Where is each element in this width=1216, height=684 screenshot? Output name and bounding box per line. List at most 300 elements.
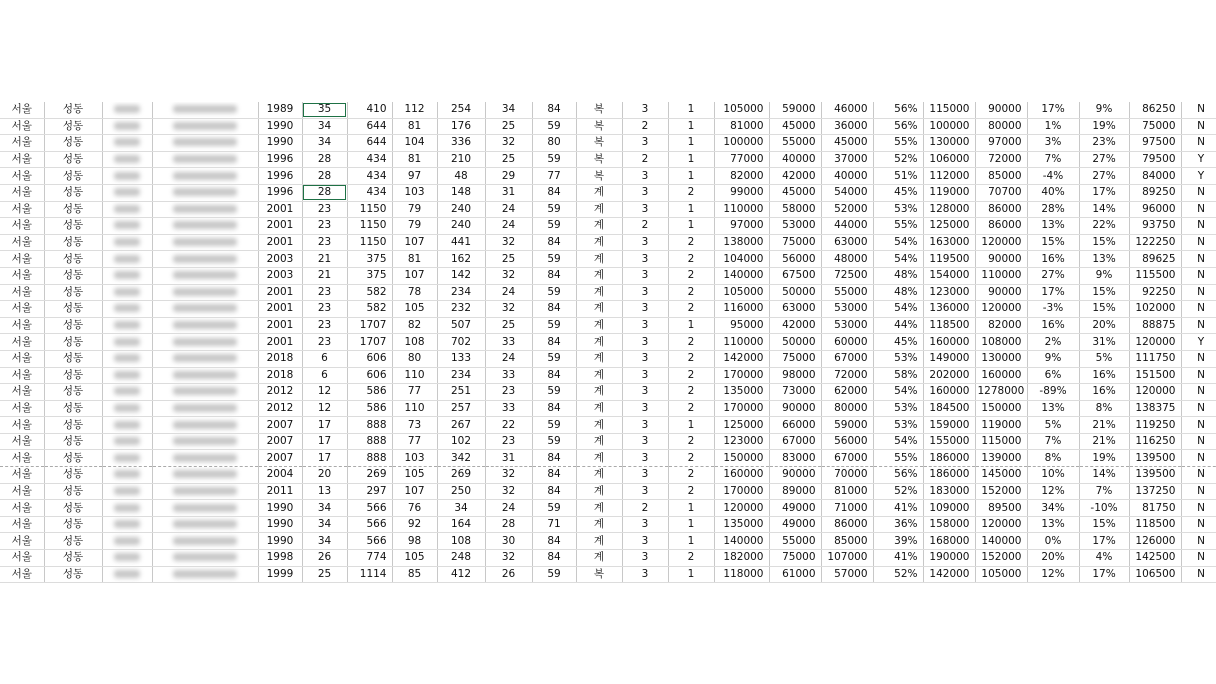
ratio-cell[interactable]: 44% bbox=[873, 317, 923, 334]
district-cell[interactable]: 성동 bbox=[44, 367, 102, 384]
price2-cell[interactable]: 118500 bbox=[923, 317, 975, 334]
size-cell[interactable]: 84 bbox=[532, 450, 576, 467]
rate1-cell[interactable]: 12% bbox=[1027, 566, 1079, 583]
gap-cell[interactable]: 46000 bbox=[821, 102, 873, 118]
district-cell[interactable]: 성동 bbox=[44, 135, 102, 152]
price-cell[interactable]: 140000 bbox=[714, 267, 769, 284]
rate2-cell[interactable]: 9% bbox=[1079, 267, 1129, 284]
price2-cell[interactable]: 163000 bbox=[923, 234, 975, 251]
rate1-cell[interactable]: 15% bbox=[1027, 234, 1079, 251]
price2-cell[interactable]: 130000 bbox=[923, 135, 975, 152]
baths-cell[interactable]: 2 bbox=[668, 267, 714, 284]
type-cell[interactable]: 계 bbox=[576, 483, 622, 500]
rate1-cell[interactable]: -4% bbox=[1027, 168, 1079, 185]
redacted-cell[interactable] bbox=[102, 168, 152, 185]
gap-cell[interactable]: 107000 bbox=[821, 550, 873, 567]
ratio-cell[interactable]: 53% bbox=[873, 350, 923, 367]
price-cell[interactable]: 123000 bbox=[714, 433, 769, 450]
size-cell[interactable]: 59 bbox=[532, 500, 576, 517]
rate1-cell[interactable]: 1% bbox=[1027, 118, 1079, 135]
size-cell[interactable]: 59 bbox=[532, 151, 576, 168]
redacted-cell[interactable] bbox=[102, 350, 152, 367]
district-cell[interactable]: 성동 bbox=[44, 450, 102, 467]
age-cell[interactable]: 12 bbox=[302, 400, 347, 417]
area-cell[interactable]: 103 bbox=[392, 450, 437, 467]
deposit-cell[interactable]: 42000 bbox=[769, 317, 821, 334]
price3-cell[interactable]: 120000 bbox=[975, 516, 1027, 533]
age-cell[interactable]: 23 bbox=[302, 334, 347, 351]
region-cell[interactable]: 서울 bbox=[0, 516, 44, 533]
size-cell[interactable]: 84 bbox=[532, 483, 576, 500]
age-cell[interactable]: 28 bbox=[302, 151, 347, 168]
pyeong-cell[interactable]: 22 bbox=[485, 417, 532, 434]
district-cell[interactable]: 성동 bbox=[44, 251, 102, 268]
flag-cell[interactable]: N bbox=[1181, 251, 1216, 268]
age-cell[interactable]: 23 bbox=[302, 201, 347, 218]
region-cell[interactable]: 서울 bbox=[0, 317, 44, 334]
year-cell[interactable]: 1989 bbox=[258, 102, 302, 118]
flag-cell[interactable]: N bbox=[1181, 267, 1216, 284]
size-cell[interactable]: 84 bbox=[532, 467, 576, 484]
price3-cell[interactable]: 90000 bbox=[975, 284, 1027, 301]
type-cell[interactable]: 계 bbox=[576, 201, 622, 218]
gap-cell[interactable]: 67000 bbox=[821, 350, 873, 367]
rooms-cell[interactable]: 3 bbox=[622, 135, 668, 152]
pyeong-cell[interactable]: 32 bbox=[485, 483, 532, 500]
price2-cell[interactable]: 119500 bbox=[923, 251, 975, 268]
price2-cell[interactable]: 155000 bbox=[923, 433, 975, 450]
price-cell[interactable]: 118000 bbox=[714, 566, 769, 583]
flag-cell[interactable]: N bbox=[1181, 467, 1216, 484]
units-cell[interactable]: 507 bbox=[437, 317, 485, 334]
year-cell[interactable]: 1996 bbox=[258, 184, 302, 201]
size-cell[interactable]: 59 bbox=[532, 384, 576, 401]
flag-cell[interactable]: Y bbox=[1181, 334, 1216, 351]
size-cell[interactable]: 84 bbox=[532, 267, 576, 284]
age-cell[interactable]: 6 bbox=[302, 350, 347, 367]
rate2-cell[interactable]: 20% bbox=[1079, 317, 1129, 334]
year-cell[interactable]: 2003 bbox=[258, 251, 302, 268]
district-cell[interactable]: 성동 bbox=[44, 566, 102, 583]
baths-cell[interactable]: 2 bbox=[668, 467, 714, 484]
avg-cell[interactable]: 137250 bbox=[1129, 483, 1181, 500]
rate2-cell[interactable]: 15% bbox=[1079, 301, 1129, 318]
avg-cell[interactable]: 115500 bbox=[1129, 267, 1181, 284]
price-cell[interactable]: 110000 bbox=[714, 334, 769, 351]
rooms-cell[interactable]: 3 bbox=[622, 550, 668, 567]
redacted-name-cell[interactable] bbox=[152, 350, 258, 367]
baths-cell[interactable]: 1 bbox=[668, 566, 714, 583]
households-cell[interactable]: 888 bbox=[347, 450, 392, 467]
households-cell[interactable]: 566 bbox=[347, 516, 392, 533]
price2-cell[interactable]: 106000 bbox=[923, 151, 975, 168]
households-cell[interactable]: 1150 bbox=[347, 218, 392, 235]
redacted-name-cell[interactable] bbox=[152, 550, 258, 567]
price2-cell[interactable]: 142000 bbox=[923, 566, 975, 583]
area-cell[interactable]: 82 bbox=[392, 317, 437, 334]
rate1-cell[interactable]: 28% bbox=[1027, 201, 1079, 218]
price3-cell[interactable]: 90000 bbox=[975, 102, 1027, 118]
households-cell[interactable]: 434 bbox=[347, 184, 392, 201]
price-cell[interactable]: 116000 bbox=[714, 301, 769, 318]
type-cell[interactable]: 계 bbox=[576, 450, 622, 467]
district-cell[interactable]: 성동 bbox=[44, 400, 102, 417]
ratio-cell[interactable]: 54% bbox=[873, 301, 923, 318]
rooms-cell[interactable]: 2 bbox=[622, 118, 668, 135]
region-cell[interactable]: 서울 bbox=[0, 417, 44, 434]
region-cell[interactable]: 서울 bbox=[0, 151, 44, 168]
households-cell[interactable]: 606 bbox=[347, 350, 392, 367]
age-cell[interactable]: 34 bbox=[302, 118, 347, 135]
area-cell[interactable]: 107 bbox=[392, 483, 437, 500]
rate2-cell[interactable]: 5% bbox=[1079, 350, 1129, 367]
region-cell[interactable]: 서울 bbox=[0, 168, 44, 185]
redacted-cell[interactable] bbox=[102, 267, 152, 284]
rate2-cell[interactable]: 14% bbox=[1079, 201, 1129, 218]
price3-cell[interactable]: 145000 bbox=[975, 467, 1027, 484]
size-cell[interactable]: 59 bbox=[532, 284, 576, 301]
deposit-cell[interactable]: 40000 bbox=[769, 151, 821, 168]
rooms-cell[interactable]: 3 bbox=[622, 334, 668, 351]
baths-cell[interactable]: 1 bbox=[668, 500, 714, 517]
baths-cell[interactable]: 2 bbox=[668, 234, 714, 251]
area-cell[interactable]: 77 bbox=[392, 433, 437, 450]
avg-cell[interactable]: 142500 bbox=[1129, 550, 1181, 567]
area-cell[interactable]: 81 bbox=[392, 251, 437, 268]
rate2-cell[interactable]: 16% bbox=[1079, 367, 1129, 384]
gap-cell[interactable]: 63000 bbox=[821, 234, 873, 251]
baths-cell[interactable]: 1 bbox=[668, 102, 714, 118]
avg-cell[interactable]: 92250 bbox=[1129, 284, 1181, 301]
deposit-cell[interactable]: 49000 bbox=[769, 516, 821, 533]
redacted-name-cell[interactable] bbox=[152, 218, 258, 235]
size-cell[interactable]: 59 bbox=[532, 566, 576, 583]
avg-cell[interactable]: 106500 bbox=[1129, 566, 1181, 583]
price2-cell[interactable]: 128000 bbox=[923, 201, 975, 218]
deposit-cell[interactable]: 58000 bbox=[769, 201, 821, 218]
district-cell[interactable]: 성동 bbox=[44, 102, 102, 118]
type-cell[interactable]: 계 bbox=[576, 533, 622, 550]
avg-cell[interactable]: 126000 bbox=[1129, 533, 1181, 550]
price3-cell[interactable]: 140000 bbox=[975, 533, 1027, 550]
avg-cell[interactable]: 111750 bbox=[1129, 350, 1181, 367]
price3-cell[interactable]: 130000 bbox=[975, 350, 1027, 367]
units-cell[interactable]: 232 bbox=[437, 301, 485, 318]
redacted-name-cell[interactable] bbox=[152, 135, 258, 152]
pyeong-cell[interactable]: 32 bbox=[485, 234, 532, 251]
type-cell[interactable]: 계 bbox=[576, 550, 622, 567]
price2-cell[interactable]: 186000 bbox=[923, 450, 975, 467]
rooms-cell[interactable]: 3 bbox=[622, 483, 668, 500]
price-cell[interactable]: 170000 bbox=[714, 483, 769, 500]
pyeong-cell[interactable]: 33 bbox=[485, 367, 532, 384]
size-cell[interactable]: 84 bbox=[532, 400, 576, 417]
gap-cell[interactable]: 71000 bbox=[821, 500, 873, 517]
flag-cell[interactable]: N bbox=[1181, 566, 1216, 583]
size-cell[interactable]: 59 bbox=[532, 433, 576, 450]
units-cell[interactable]: 210 bbox=[437, 151, 485, 168]
rooms-cell[interactable]: 3 bbox=[622, 251, 668, 268]
price-cell[interactable]: 125000 bbox=[714, 417, 769, 434]
ratio-cell[interactable]: 45% bbox=[873, 334, 923, 351]
region-cell[interactable]: 서울 bbox=[0, 400, 44, 417]
price-cell[interactable]: 170000 bbox=[714, 367, 769, 384]
gap-cell[interactable]: 53000 bbox=[821, 301, 873, 318]
rate1-cell[interactable]: 6% bbox=[1027, 367, 1079, 384]
rate2-cell[interactable]: 17% bbox=[1079, 533, 1129, 550]
deposit-cell[interactable]: 42000 bbox=[769, 168, 821, 185]
units-cell[interactable]: 412 bbox=[437, 566, 485, 583]
rate2-cell[interactable]: 31% bbox=[1079, 334, 1129, 351]
avg-cell[interactable]: 116250 bbox=[1129, 433, 1181, 450]
price2-cell[interactable]: 115000 bbox=[923, 102, 975, 118]
flag-cell[interactable]: N bbox=[1181, 118, 1216, 135]
price2-cell[interactable]: 202000 bbox=[923, 367, 975, 384]
rate1-cell[interactable]: 10% bbox=[1027, 467, 1079, 484]
type-cell[interactable]: 계 bbox=[576, 500, 622, 517]
units-cell[interactable]: 702 bbox=[437, 334, 485, 351]
price-cell[interactable]: 81000 bbox=[714, 118, 769, 135]
year-cell[interactable]: 1998 bbox=[258, 550, 302, 567]
redacted-cell[interactable] bbox=[102, 118, 152, 135]
redacted-cell[interactable] bbox=[102, 234, 152, 251]
size-cell[interactable]: 59 bbox=[532, 350, 576, 367]
region-cell[interactable]: 서울 bbox=[0, 334, 44, 351]
size-cell[interactable]: 59 bbox=[532, 201, 576, 218]
district-cell[interactable]: 성동 bbox=[44, 350, 102, 367]
redacted-cell[interactable] bbox=[102, 284, 152, 301]
redacted-name-cell[interactable] bbox=[152, 184, 258, 201]
households-cell[interactable]: 566 bbox=[347, 500, 392, 517]
rooms-cell[interactable]: 2 bbox=[622, 218, 668, 235]
rate2-cell[interactable]: 21% bbox=[1079, 417, 1129, 434]
price-cell[interactable]: 95000 bbox=[714, 317, 769, 334]
pyeong-cell[interactable]: 23 bbox=[485, 384, 532, 401]
rooms-cell[interactable]: 3 bbox=[622, 400, 668, 417]
year-cell[interactable]: 2003 bbox=[258, 267, 302, 284]
pyeong-cell[interactable]: 32 bbox=[485, 467, 532, 484]
rate1-cell[interactable]: 40% bbox=[1027, 184, 1079, 201]
pyeong-cell[interactable]: 23 bbox=[485, 433, 532, 450]
area-cell[interactable]: 76 bbox=[392, 500, 437, 517]
size-cell[interactable]: 77 bbox=[532, 168, 576, 185]
ratio-cell[interactable]: 41% bbox=[873, 550, 923, 567]
redacted-name-cell[interactable] bbox=[152, 118, 258, 135]
region-cell[interactable]: 서울 bbox=[0, 566, 44, 583]
rooms-cell[interactable]: 3 bbox=[622, 467, 668, 484]
year-cell[interactable]: 2001 bbox=[258, 284, 302, 301]
flag-cell[interactable]: N bbox=[1181, 135, 1216, 152]
area-cell[interactable]: 97 bbox=[392, 168, 437, 185]
age-cell[interactable]: 26 bbox=[302, 550, 347, 567]
deposit-cell[interactable]: 55000 bbox=[769, 533, 821, 550]
redacted-cell[interactable] bbox=[102, 201, 152, 218]
size-cell[interactable]: 84 bbox=[532, 550, 576, 567]
households-cell[interactable]: 586 bbox=[347, 384, 392, 401]
rate1-cell[interactable]: -89% bbox=[1027, 384, 1079, 401]
redacted-cell[interactable] bbox=[102, 550, 152, 567]
price3-cell[interactable]: 150000 bbox=[975, 400, 1027, 417]
district-cell[interactable]: 성동 bbox=[44, 118, 102, 135]
rooms-cell[interactable]: 3 bbox=[622, 433, 668, 450]
gap-cell[interactable]: 40000 bbox=[821, 168, 873, 185]
flag-cell[interactable]: N bbox=[1181, 450, 1216, 467]
redacted-name-cell[interactable] bbox=[152, 400, 258, 417]
gap-cell[interactable]: 86000 bbox=[821, 516, 873, 533]
pyeong-cell[interactable]: 24 bbox=[485, 350, 532, 367]
flag-cell[interactable]: N bbox=[1181, 350, 1216, 367]
redacted-name-cell[interactable] bbox=[152, 483, 258, 500]
district-cell[interactable]: 성동 bbox=[44, 384, 102, 401]
price3-cell[interactable]: 152000 bbox=[975, 550, 1027, 567]
district-cell[interactable]: 성동 bbox=[44, 284, 102, 301]
redacted-name-cell[interactable] bbox=[152, 367, 258, 384]
price-cell[interactable]: 142000 bbox=[714, 350, 769, 367]
area-cell[interactable]: 77 bbox=[392, 384, 437, 401]
age-cell[interactable]: 34 bbox=[302, 135, 347, 152]
deposit-cell[interactable]: 90000 bbox=[769, 467, 821, 484]
size-cell[interactable]: 84 bbox=[532, 334, 576, 351]
price2-cell[interactable]: 160000 bbox=[923, 384, 975, 401]
pyeong-cell[interactable]: 26 bbox=[485, 566, 532, 583]
ratio-cell[interactable]: 55% bbox=[873, 218, 923, 235]
price-cell[interactable]: 160000 bbox=[714, 467, 769, 484]
type-cell[interactable]: 계 bbox=[576, 317, 622, 334]
age-cell[interactable]: 17 bbox=[302, 450, 347, 467]
rooms-cell[interactable]: 3 bbox=[622, 168, 668, 185]
avg-cell[interactable]: 81750 bbox=[1129, 500, 1181, 517]
households-cell[interactable]: 297 bbox=[347, 483, 392, 500]
size-cell[interactable]: 80 bbox=[532, 135, 576, 152]
deposit-cell[interactable]: 56000 bbox=[769, 251, 821, 268]
pyeong-cell[interactable]: 29 bbox=[485, 168, 532, 185]
units-cell[interactable]: 34 bbox=[437, 500, 485, 517]
households-cell[interactable]: 582 bbox=[347, 284, 392, 301]
redacted-cell[interactable] bbox=[102, 102, 152, 118]
pyeong-cell[interactable]: 25 bbox=[485, 317, 532, 334]
pyeong-cell[interactable]: 30 bbox=[485, 533, 532, 550]
district-cell[interactable]: 성동 bbox=[44, 467, 102, 484]
age-cell[interactable]: 35 bbox=[302, 102, 347, 118]
price-cell[interactable]: 182000 bbox=[714, 550, 769, 567]
rate2-cell[interactable]: 17% bbox=[1079, 566, 1129, 583]
deposit-cell[interactable]: 67500 bbox=[769, 267, 821, 284]
type-cell[interactable]: 계 bbox=[576, 417, 622, 434]
age-cell[interactable]: 20 bbox=[302, 467, 347, 484]
ratio-cell[interactable]: 53% bbox=[873, 400, 923, 417]
units-cell[interactable]: 148 bbox=[437, 184, 485, 201]
units-cell[interactable]: 269 bbox=[437, 467, 485, 484]
gap-cell[interactable]: 37000 bbox=[821, 151, 873, 168]
baths-cell[interactable]: 2 bbox=[668, 334, 714, 351]
district-cell[interactable]: 성동 bbox=[44, 267, 102, 284]
region-cell[interactable]: 서울 bbox=[0, 483, 44, 500]
district-cell[interactable]: 성동 bbox=[44, 334, 102, 351]
rate1-cell[interactable]: 0% bbox=[1027, 533, 1079, 550]
ratio-cell[interactable]: 54% bbox=[873, 384, 923, 401]
gap-cell[interactable]: 72500 bbox=[821, 267, 873, 284]
households-cell[interactable]: 375 bbox=[347, 251, 392, 268]
rooms-cell[interactable]: 3 bbox=[622, 301, 668, 318]
price3-cell[interactable]: 89500 bbox=[975, 500, 1027, 517]
area-cell[interactable]: 105 bbox=[392, 301, 437, 318]
size-cell[interactable]: 84 bbox=[532, 367, 576, 384]
redacted-name-cell[interactable] bbox=[152, 516, 258, 533]
deposit-cell[interactable]: 75000 bbox=[769, 550, 821, 567]
price2-cell[interactable]: 186000 bbox=[923, 467, 975, 484]
price2-cell[interactable]: 109000 bbox=[923, 500, 975, 517]
price-cell[interactable]: 170000 bbox=[714, 400, 769, 417]
price-cell[interactable]: 97000 bbox=[714, 218, 769, 235]
rate1-cell[interactable]: 13% bbox=[1027, 218, 1079, 235]
year-cell[interactable]: 2007 bbox=[258, 417, 302, 434]
year-cell[interactable]: 2018 bbox=[258, 350, 302, 367]
ratio-cell[interactable]: 52% bbox=[873, 483, 923, 500]
redacted-name-cell[interactable] bbox=[152, 284, 258, 301]
ratio-cell[interactable]: 53% bbox=[873, 417, 923, 434]
redacted-name-cell[interactable] bbox=[152, 533, 258, 550]
redacted-name-cell[interactable] bbox=[152, 467, 258, 484]
redacted-name-cell[interactable] bbox=[152, 201, 258, 218]
rooms-cell[interactable]: 3 bbox=[622, 566, 668, 583]
redacted-name-cell[interactable] bbox=[152, 566, 258, 583]
type-cell[interactable]: 계 bbox=[576, 218, 622, 235]
rate1-cell[interactable]: 20% bbox=[1027, 550, 1079, 567]
units-cell[interactable]: 162 bbox=[437, 251, 485, 268]
year-cell[interactable]: 2001 bbox=[258, 334, 302, 351]
region-cell[interactable]: 서울 bbox=[0, 234, 44, 251]
year-cell[interactable]: 2012 bbox=[258, 400, 302, 417]
deposit-cell[interactable]: 75000 bbox=[769, 234, 821, 251]
flag-cell[interactable]: N bbox=[1181, 201, 1216, 218]
area-cell[interactable]: 81 bbox=[392, 151, 437, 168]
age-cell[interactable]: 23 bbox=[302, 218, 347, 235]
price-cell[interactable]: 135000 bbox=[714, 516, 769, 533]
baths-cell[interactable]: 2 bbox=[668, 400, 714, 417]
units-cell[interactable]: 240 bbox=[437, 201, 485, 218]
rate2-cell[interactable]: 13% bbox=[1079, 251, 1129, 268]
redacted-cell[interactable] bbox=[102, 500, 152, 517]
flag-cell[interactable]: N bbox=[1181, 433, 1216, 450]
rate2-cell[interactable]: 17% bbox=[1079, 184, 1129, 201]
age-cell[interactable]: 25 bbox=[302, 566, 347, 583]
redacted-name-cell[interactable] bbox=[152, 251, 258, 268]
ratio-cell[interactable]: 56% bbox=[873, 467, 923, 484]
region-cell[interactable]: 서울 bbox=[0, 267, 44, 284]
rate2-cell[interactable]: 14% bbox=[1079, 467, 1129, 484]
age-cell[interactable]: 34 bbox=[302, 533, 347, 550]
rate2-cell[interactable]: 22% bbox=[1079, 218, 1129, 235]
region-cell[interactable]: 서울 bbox=[0, 201, 44, 218]
year-cell[interactable]: 2001 bbox=[258, 218, 302, 235]
rooms-cell[interactable]: 3 bbox=[622, 317, 668, 334]
size-cell[interactable]: 71 bbox=[532, 516, 576, 533]
redacted-name-cell[interactable] bbox=[152, 301, 258, 318]
households-cell[interactable]: 644 bbox=[347, 135, 392, 152]
households-cell[interactable]: 1707 bbox=[347, 334, 392, 351]
area-cell[interactable]: 103 bbox=[392, 184, 437, 201]
pyeong-cell[interactable]: 34 bbox=[485, 102, 532, 118]
rate1-cell[interactable]: 17% bbox=[1027, 284, 1079, 301]
ratio-cell[interactable]: 41% bbox=[873, 500, 923, 517]
households-cell[interactable]: 606 bbox=[347, 367, 392, 384]
age-cell[interactable]: 34 bbox=[302, 516, 347, 533]
area-cell[interactable]: 107 bbox=[392, 267, 437, 284]
redacted-name-cell[interactable] bbox=[152, 168, 258, 185]
price2-cell[interactable]: 123000 bbox=[923, 284, 975, 301]
redacted-cell[interactable] bbox=[102, 433, 152, 450]
size-cell[interactable]: 59 bbox=[532, 251, 576, 268]
